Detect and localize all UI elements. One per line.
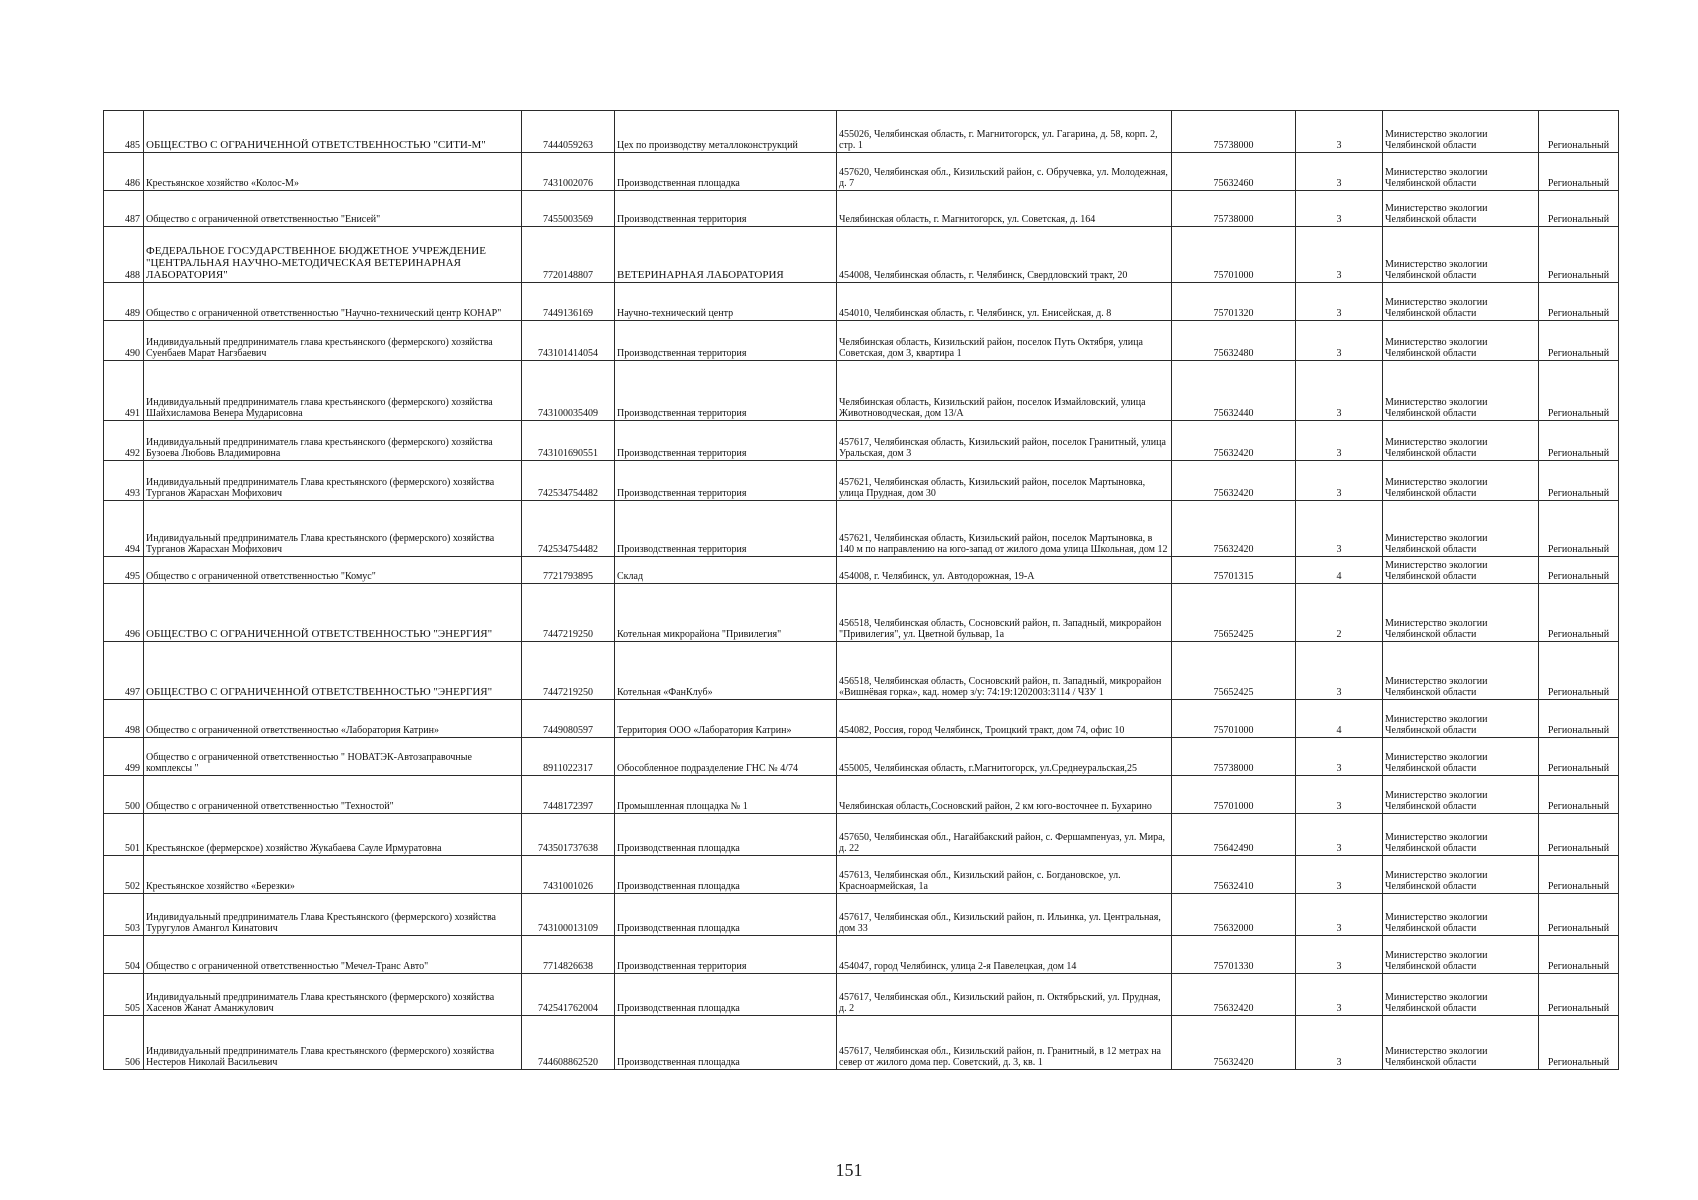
level-cell: Региональный: [1539, 361, 1619, 421]
table-row: [104, 894, 1619, 936]
ministry-cell: Министерство экологии Челябинской области: [1383, 153, 1539, 191]
inn-cell: 8911022317: [522, 738, 615, 776]
table-row: [104, 738, 1619, 776]
row-number-cell: 500: [104, 776, 144, 814]
table-row: [104, 974, 1619, 1016]
ministry-cell: Министерство экологии Челябинской области: [1383, 461, 1539, 501]
object-name-cell: Производственная площадка: [615, 856, 837, 894]
row-number-cell: 496: [104, 584, 144, 642]
table-row: [104, 361, 1619, 421]
table-row: [104, 153, 1619, 191]
level-cell: Региональный: [1539, 700, 1619, 738]
level-cell: Региональный: [1539, 501, 1619, 557]
organization-cell: Индивидуальный предприниматель Глава крестьянского (фермерского) хозяйства Турганов Жарасхан Мофихович: [144, 461, 522, 501]
row-number-cell: 504: [104, 936, 144, 974]
object-name-cell: Производственная площадка: [615, 974, 837, 1016]
organization-cell: ОБЩЕСТВО С ОГРАНИЧЕННОЙ ОТВЕТСТВЕННОСТЬЮ "ЭНЕРГИЯ": [144, 642, 522, 700]
category-cell: 2: [1296, 584, 1383, 642]
row-number-cell: 497: [104, 642, 144, 700]
organization-cell: Общество с ограниченной ответственностью "Енисей": [144, 191, 522, 227]
address-cell: 457620, Челябинская обл., Кизильский район, с. Обручевка, ул. Молодежная, д. 7: [837, 153, 1172, 191]
table-row: [104, 283, 1619, 321]
inn-cell: 743100035409: [522, 361, 615, 421]
organization-cell: Общество с ограниченной ответственностью " НОВАТЭК-Автозаправочные комплексы ": [144, 738, 522, 776]
table-row: [104, 461, 1619, 501]
table-row: [104, 642, 1619, 700]
inn-cell: 7444059263: [522, 111, 615, 153]
row-number-cell: 488: [104, 227, 144, 283]
ministry-cell: Министерство экологии Челябинской области: [1383, 227, 1539, 283]
okato-cell: 75642490: [1172, 814, 1296, 856]
inn-cell: 743501737638: [522, 814, 615, 856]
category-cell: 3: [1296, 111, 1383, 153]
ministry-cell: Министерство экологии Челябинской области: [1383, 501, 1539, 557]
level-cell: Региональный: [1539, 894, 1619, 936]
address-cell: 454047, город Челябинск, улица 2-я Павелецкая, дом 14: [837, 936, 1172, 974]
object-name-cell: Обособленное подразделение ГНС № 4/74: [615, 738, 837, 776]
ministry-cell: Министерство экологии Челябинской области: [1383, 321, 1539, 361]
okato-cell: 75701000: [1172, 227, 1296, 283]
okato-cell: 75632420: [1172, 501, 1296, 557]
ministry-cell: Министерство экологии Челябинской области: [1383, 557, 1539, 584]
inn-cell: 7449080597: [522, 700, 615, 738]
level-cell: Региональный: [1539, 461, 1619, 501]
level-cell: Региональный: [1539, 974, 1619, 1016]
address-cell: Челябинская область,Сосновский район, 2 км юго-восточнее п. Бухарино: [837, 776, 1172, 814]
row-number-cell: 489: [104, 283, 144, 321]
organization-cell: ОБЩЕСТВО С ОГРАНИЧЕННОЙ ОТВЕТСТВЕННОСТЬЮ "СИТИ-М": [144, 111, 522, 153]
ministry-cell: Министерство экологии Челябинской области: [1383, 1016, 1539, 1070]
inn-cell: 743100013109: [522, 894, 615, 936]
row-number-cell: 494: [104, 501, 144, 557]
address-cell: 454008, Челябинская область, г. Челябинск, Свердловский тракт, 20: [837, 227, 1172, 283]
level-cell: Региональный: [1539, 584, 1619, 642]
object-name-cell: Склад: [615, 557, 837, 584]
address-cell: 454008, г. Челябинск, ул. Автодорожная, 19-А: [837, 557, 1172, 584]
level-cell: Региональный: [1539, 111, 1619, 153]
row-number-cell: 487: [104, 191, 144, 227]
inn-cell: 7455003569: [522, 191, 615, 227]
inn-cell: 742541762004: [522, 974, 615, 1016]
category-cell: 3: [1296, 501, 1383, 557]
inn-cell: 7431001026: [522, 856, 615, 894]
organization-cell: Индивидуальный предприниматель глава крестьянского (фермерского) хозяйства Суенбаев Марат Нагзбаевич: [144, 321, 522, 361]
okato-cell: 75652425: [1172, 584, 1296, 642]
okato-cell: 75701000: [1172, 700, 1296, 738]
table-row: [104, 1016, 1619, 1070]
row-number-cell: 490: [104, 321, 144, 361]
okato-cell: 75632420: [1172, 1016, 1296, 1070]
object-name-cell: Производственная площадка: [615, 1016, 837, 1070]
address-cell: Челябинская область, г. Магнитогорск, ул. Советская, д. 164: [837, 191, 1172, 227]
ministry-cell: Министерство экологии Челябинской области: [1383, 361, 1539, 421]
category-cell: 3: [1296, 856, 1383, 894]
object-name-cell: Производственная площадка: [615, 814, 837, 856]
category-cell: 4: [1296, 557, 1383, 584]
organization-cell: Общество с ограниченной ответственностью "Мечел-Транс Авто": [144, 936, 522, 974]
organization-cell: Общество с ограниченной ответственностью "Техностой": [144, 776, 522, 814]
address-cell: 455005, Челябинская область, г.Магнитогорск, ул.Среднеуральская,25: [837, 738, 1172, 776]
object-name-cell: ВЕТЕРИНАРНАЯ ЛАБОРАТОРИЯ: [615, 227, 837, 283]
row-number-cell: 506: [104, 1016, 144, 1070]
object-name-cell: Котельная микрорайона "Привилегия": [615, 584, 837, 642]
organization-cell: Индивидуальный предприниматель глава крестьянского (фермерского) хозяйства Шайхисламова Венера Мударисовна: [144, 361, 522, 421]
okato-cell: 75632420: [1172, 974, 1296, 1016]
address-cell: 456518, Челябинская область, Сосновский район, п. Западный, микрорайон «Вишнёвая горка», кад. номер з/у: 74:19:1202003:3114 / ЧЗУ 1: [837, 642, 1172, 700]
address-cell: 457621, Челябинская область, Кизильский район, поселок Мартыновка, в 140 м по направлению на юго-запад от жилого дома улица Школьная, дом 12: [837, 501, 1172, 557]
address-cell: Челябинская область, Кизильский район, поселок Путь Октября, улица Советская, дом 3, квартира 1: [837, 321, 1172, 361]
organization-cell: Индивидуальный предприниматель Глава крестьянского (фермерского) хозяйства Турганов Жарасхан Мофихович: [144, 501, 522, 557]
organization-cell: Индивидуальный предприниматель Глава крестьянского (фермерского) хозяйства Хасенов Жанат Аманжулович: [144, 974, 522, 1016]
object-name-cell: Производственная площадка: [615, 153, 837, 191]
address-cell: 454082, Россия, город Челябинск, Троицкий тракт, дом 74, офис 10: [837, 700, 1172, 738]
address-cell: 456518, Челябинская область, Сосновский район, п. Западный, микрорайон "Привилегия", ул. Цветной бульвар, 1а: [837, 584, 1172, 642]
registry-table: [103, 110, 1619, 1070]
ministry-cell: Министерство экологии Челябинской области: [1383, 584, 1539, 642]
level-cell: Региональный: [1539, 421, 1619, 461]
table-row: [104, 501, 1619, 557]
row-number-cell: 491: [104, 361, 144, 421]
category-cell: 3: [1296, 894, 1383, 936]
address-cell: 457617, Челябинская область, Кизильский район, поселок Гранитный, улица Уральская, дом 3: [837, 421, 1172, 461]
object-name-cell: Территория ООО «Лаборатория Катрин»: [615, 700, 837, 738]
address-cell: 457621, Челябинская область, Кизильский район, поселок Мартыновка, улица Прудная, дом 30: [837, 461, 1172, 501]
category-cell: 3: [1296, 974, 1383, 1016]
inn-cell: 7447219250: [522, 642, 615, 700]
okato-cell: 75701330: [1172, 936, 1296, 974]
table-row: [104, 421, 1619, 461]
category-cell: 3: [1296, 361, 1383, 421]
page-number: 151: [835, 1160, 863, 1180]
ministry-cell: Министерство экологии Челябинской области: [1383, 814, 1539, 856]
okato-cell: 75632000: [1172, 894, 1296, 936]
level-cell: Региональный: [1539, 557, 1619, 584]
ministry-cell: Министерство экологии Челябинской области: [1383, 936, 1539, 974]
row-number-cell: 499: [104, 738, 144, 776]
inn-cell: 7447219250: [522, 584, 615, 642]
okato-cell: 75701000: [1172, 776, 1296, 814]
object-name-cell: Производственная территория: [615, 936, 837, 974]
okato-cell: 75738000: [1172, 111, 1296, 153]
table-row: [104, 584, 1619, 642]
address-cell: 454010, Челябинская область, г. Челябинск, ул. Енисейская, д. 8: [837, 283, 1172, 321]
organization-cell: Общество с ограниченной ответственностью «Лаборатория Катрин»: [144, 700, 522, 738]
organization-cell: Крестьянское хозяйство «Березки»: [144, 856, 522, 894]
row-number-cell: 498: [104, 700, 144, 738]
inn-cell: 7721793895: [522, 557, 615, 584]
object-name-cell: Производственная площадка: [615, 894, 837, 936]
address-cell: 457617, Челябинская обл., Кизильский район, п. Ильинка, ул. Центральная, дом 33: [837, 894, 1172, 936]
organization-cell: Индивидуальный предприниматель Глава Крестьянского (фермерского) хозяйства Туругулов Амангол Кинатович: [144, 894, 522, 936]
level-cell: Региональный: [1539, 191, 1619, 227]
okato-cell: 75701315: [1172, 557, 1296, 584]
inn-cell: 742534754482: [522, 501, 615, 557]
okato-cell: 75632420: [1172, 421, 1296, 461]
okato-cell: 75701320: [1172, 283, 1296, 321]
okato-cell: 75632420: [1172, 461, 1296, 501]
level-cell: Региональный: [1539, 283, 1619, 321]
object-name-cell: Промышленная площадка № 1: [615, 776, 837, 814]
object-name-cell: Производственная территория: [615, 501, 837, 557]
object-name-cell: Производственная территория: [615, 191, 837, 227]
ministry-cell: Министерство экологии Челябинской области: [1383, 738, 1539, 776]
inn-cell: 744608862520: [522, 1016, 615, 1070]
level-cell: Региональный: [1539, 936, 1619, 974]
row-number-cell: 503: [104, 894, 144, 936]
okato-cell: 75738000: [1172, 191, 1296, 227]
row-number-cell: 492: [104, 421, 144, 461]
object-name-cell: Котельная «ФанКлуб»: [615, 642, 837, 700]
table-row: [104, 191, 1619, 227]
row-number-cell: 501: [104, 814, 144, 856]
category-cell: 4: [1296, 700, 1383, 738]
object-name-cell: Производственная территория: [615, 361, 837, 421]
ministry-cell: Министерство экологии Челябинской области: [1383, 974, 1539, 1016]
organization-cell: Общество с ограниченной ответственностью "Комус": [144, 557, 522, 584]
level-cell: Региональный: [1539, 321, 1619, 361]
organization-cell: Крестьянское (фермерское) хозяйство Жукабаева Сауле Ирмуратовна: [144, 814, 522, 856]
row-number-cell: 505: [104, 974, 144, 1016]
row-number-cell: 495: [104, 557, 144, 584]
okato-cell: 75632480: [1172, 321, 1296, 361]
row-number-cell: 485: [104, 111, 144, 153]
ministry-cell: Министерство экологии Челябинской области: [1383, 856, 1539, 894]
category-cell: 3: [1296, 776, 1383, 814]
category-cell: 3: [1296, 283, 1383, 321]
category-cell: 3: [1296, 461, 1383, 501]
organization-cell: Крестьянское хозяйство «Колос-М»: [144, 153, 522, 191]
level-cell: Региональный: [1539, 814, 1619, 856]
inn-cell: 7720148807: [522, 227, 615, 283]
ministry-cell: Министерство экологии Челябинской области: [1383, 111, 1539, 153]
organization-cell: ОБЩЕСТВО С ОГРАНИЧЕННОЙ ОТВЕТСТВЕННОСТЬЮ "ЭНЕРГИЯ": [144, 584, 522, 642]
category-cell: 3: [1296, 191, 1383, 227]
object-name-cell: Производственная территория: [615, 321, 837, 361]
object-name-cell: Цех по производству металлоконструкций: [615, 111, 837, 153]
okato-cell: 75652425: [1172, 642, 1296, 700]
ministry-cell: Министерство экологии Челябинской области: [1383, 700, 1539, 738]
inn-cell: 7714826638: [522, 936, 615, 974]
organization-cell: Общество с ограниченной ответственностью "Научно-технический центр КОНАР": [144, 283, 522, 321]
category-cell: 3: [1296, 227, 1383, 283]
address-cell: Челябинская область, Кизильский район, поселок Измайловский, улица Животноводческая, дом 13/А: [837, 361, 1172, 421]
inn-cell: 7449136169: [522, 283, 615, 321]
okato-cell: 75632440: [1172, 361, 1296, 421]
table-row: [104, 856, 1619, 894]
level-cell: Региональный: [1539, 642, 1619, 700]
ministry-cell: Министерство экологии Челябинской области: [1383, 642, 1539, 700]
object-name-cell: Научно-технический центр: [615, 283, 837, 321]
table-row: [104, 557, 1619, 584]
address-cell: 457617, Челябинская обл., Кизильский район, п. Октябрьский, ул. Прудная, д. 2: [837, 974, 1172, 1016]
category-cell: 3: [1296, 814, 1383, 856]
row-number-cell: 502: [104, 856, 144, 894]
table-row: [104, 776, 1619, 814]
ministry-cell: Министерство экологии Челябинской области: [1383, 283, 1539, 321]
level-cell: Региональный: [1539, 738, 1619, 776]
address-cell: 455026, Челябинская область, г. Магнитогорск, ул. Гагарина, д. 58, корп. 2, стр. 1: [837, 111, 1172, 153]
organization-cell: ФЕДЕРАЛЬНОЕ ГОСУДАРСТВЕННОЕ БЮДЖЕТНОЕ УЧРЕЖДЕНИЕ "ЦЕНТРАЛЬНАЯ НАУЧНО-МЕТОДИЧЕСКАЯ ВЕТЕРИНАРНАЯ ЛАБОРАТОРИЯ": [144, 227, 522, 283]
object-name-cell: Производственная территория: [615, 461, 837, 501]
table-row: [104, 111, 1619, 153]
category-cell: 3: [1296, 936, 1383, 974]
object-name-cell: Производственная территория: [615, 421, 837, 461]
category-cell: 3: [1296, 642, 1383, 700]
okato-cell: 75632460: [1172, 153, 1296, 191]
ministry-cell: Министерство экологии Челябинской области: [1383, 894, 1539, 936]
ministry-cell: Министерство экологии Челябинской области: [1383, 421, 1539, 461]
category-cell: 3: [1296, 321, 1383, 361]
table-row: [104, 321, 1619, 361]
category-cell: 3: [1296, 421, 1383, 461]
okato-cell: 75632410: [1172, 856, 1296, 894]
level-cell: Региональный: [1539, 153, 1619, 191]
table-row: [104, 936, 1619, 974]
organization-cell: Индивидуальный предприниматель Глава крестьянского (фермерского) хозяйства Нестеров Николай Васильевич: [144, 1016, 522, 1070]
organization-cell: Индивидуальный предприниматель глава крестьянского (фермерского) хозяйства Бузоева Любовь Владимировна: [144, 421, 522, 461]
table-row: [104, 700, 1619, 738]
inn-cell: 7431002076: [522, 153, 615, 191]
ministry-cell: Министерство экологии Челябинской области: [1383, 776, 1539, 814]
row-number-cell: 493: [104, 461, 144, 501]
registry-table-body: [104, 111, 1619, 1070]
address-cell: 457613, Челябинская обл., Кизильский район, с. Богдановское, ул. Красноармейская, 1а: [837, 856, 1172, 894]
address-cell: 457617, Челябинская обл., Кизильский район, п. Гранитный, в 12 метрах на север от жилого дома пер. Советский, д. 3, кв. 1: [837, 1016, 1172, 1070]
level-cell: Региональный: [1539, 776, 1619, 814]
category-cell: 3: [1296, 738, 1383, 776]
inn-cell: 743101414054: [522, 321, 615, 361]
level-cell: Региональный: [1539, 227, 1619, 283]
inn-cell: 743101690551: [522, 421, 615, 461]
okato-cell: 75738000: [1172, 738, 1296, 776]
ministry-cell: Министерство экологии Челябинской области: [1383, 191, 1539, 227]
inn-cell: 742534754482: [522, 461, 615, 501]
category-cell: 3: [1296, 1016, 1383, 1070]
row-number-cell: 486: [104, 153, 144, 191]
address-cell: 457650, Челябинская обл., Нагайбакский район, с. Фершампенуаз, ул. Мира, д. 22: [837, 814, 1172, 856]
level-cell: Региональный: [1539, 856, 1619, 894]
category-cell: 3: [1296, 153, 1383, 191]
table-row: [104, 814, 1619, 856]
inn-cell: 7448172397: [522, 776, 615, 814]
table-row: [104, 227, 1619, 283]
level-cell: Региональный: [1539, 1016, 1619, 1070]
